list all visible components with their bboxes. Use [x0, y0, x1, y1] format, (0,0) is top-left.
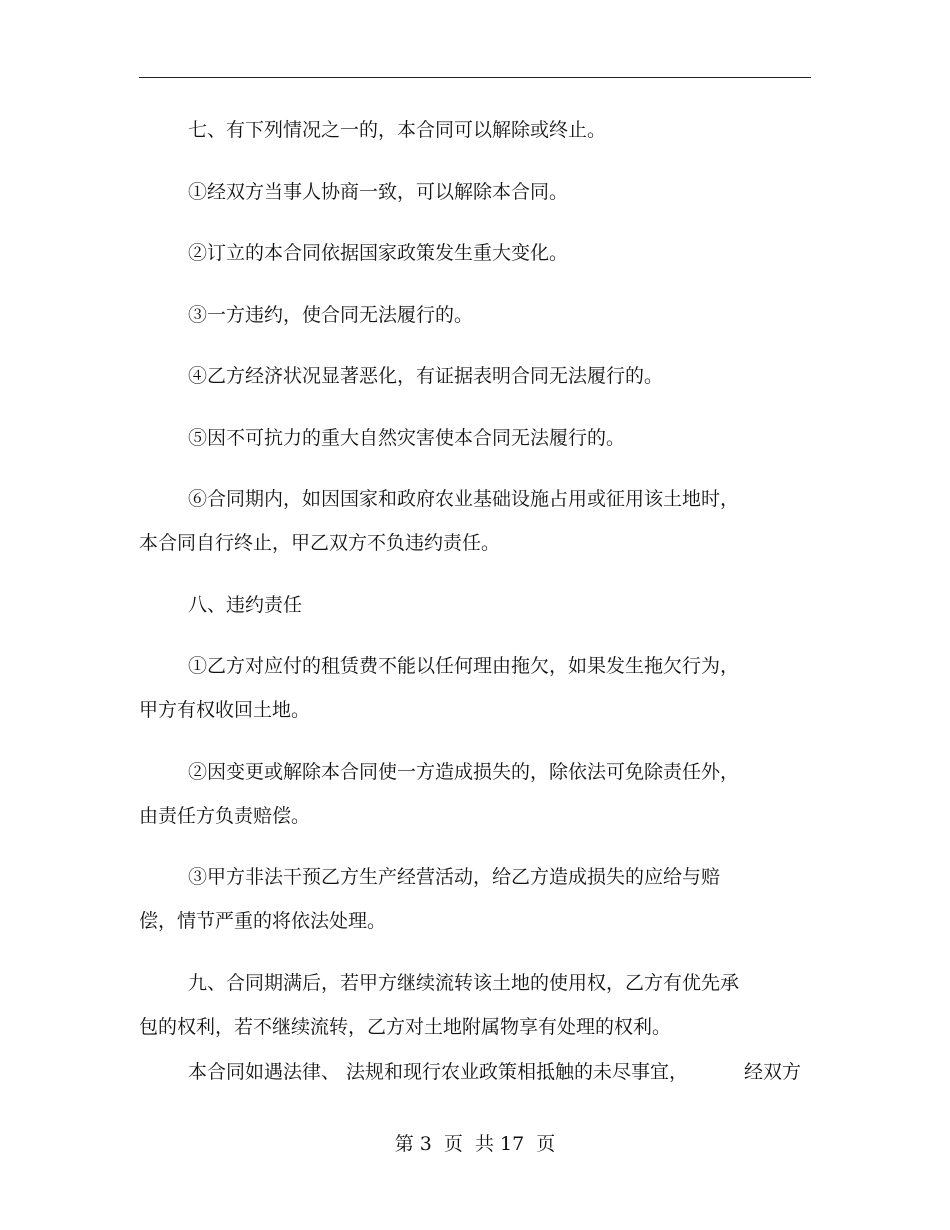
clause-7-item-5: [139, 416, 779, 460]
closing-text-tail: 经双方: [744, 1061, 802, 1083]
closing-paragraph-first-line: [188, 1050, 818, 1094]
paragraph-line: ①经双方当事人协商一致，可以解除本合同。: [188, 180, 569, 203]
clause-7-item-1: [139, 170, 779, 214]
paragraph-line: ⑤因不可抗力的重大自然灾害使本合同无法履行的。: [188, 426, 626, 449]
clause-8-item-3: [139, 855, 779, 943]
paragraph-line: ⑥合同期内，如因国家和政府农业基础设施占用或征用该土地时，: [188, 488, 740, 510]
paragraph-line: ①乙方对应付的租赁费不能以任何理由拖欠，如果发生拖欠行为，: [188, 655, 740, 677]
paragraph-line: ②订立的本合同依据国家政策发生重大变化。: [188, 242, 569, 264]
clause-8-item-2: [139, 750, 779, 838]
paragraph-line: ③甲方非法干预乙方生产经营活动，给乙方造成损失的应给与赔: [188, 866, 721, 888]
clause-7-item-6: [139, 477, 779, 565]
clause-7-item-3: [139, 293, 779, 337]
paragraph-line: 九、合同期满后，若甲方继续流转该土地的使用权，乙方有优先承: [188, 971, 740, 994]
document-body: [139, 108, 779, 1066]
page-number-footer: 第 3 页 共 17 页: [394, 1133, 556, 1155]
paragraph-line: 偿，情节严重的将依法处理。: [139, 910, 387, 932]
paragraph-line: ②因变更或解除本合同使一方造成损失的，除依法可免除责任外，: [188, 760, 740, 783]
clause-7-item-4: [139, 354, 779, 398]
paragraph-line: 甲方有权收回土地。: [139, 699, 311, 721]
paragraph-line: 本合同自行终止，甲乙双方不负违约责任。: [139, 532, 501, 554]
paragraph-line: ③一方违约，使合同无法履行的。: [188, 303, 474, 326]
paragraph-line: 七、有下列情况之一的，本合同可以解除或终止。: [188, 119, 607, 141]
paragraph-line: 八、违约责任: [188, 593, 303, 616]
header-rule: [139, 77, 811, 78]
paragraph-line: 由责任方负责赔偿。: [139, 804, 311, 827]
clause-9: [139, 961, 779, 1049]
paragraph-line: ④乙方经济状况显著恶化，有证据表明合同无法履行的。: [188, 365, 664, 387]
clause-8-heading: [139, 583, 779, 627]
clause-7-heading: [139, 108, 779, 152]
paragraph-line: 包的权利，若不继续流转，乙方对土地附属物享有处理的权利。: [139, 1015, 672, 1038]
clause-8-item-1: [139, 644, 779, 732]
clause-7-item-2: [139, 231, 779, 275]
closing-text: 本合同如遇法律、 法规和现行农业政策相抵触的未尽事宜，: [188, 1061, 689, 1083]
